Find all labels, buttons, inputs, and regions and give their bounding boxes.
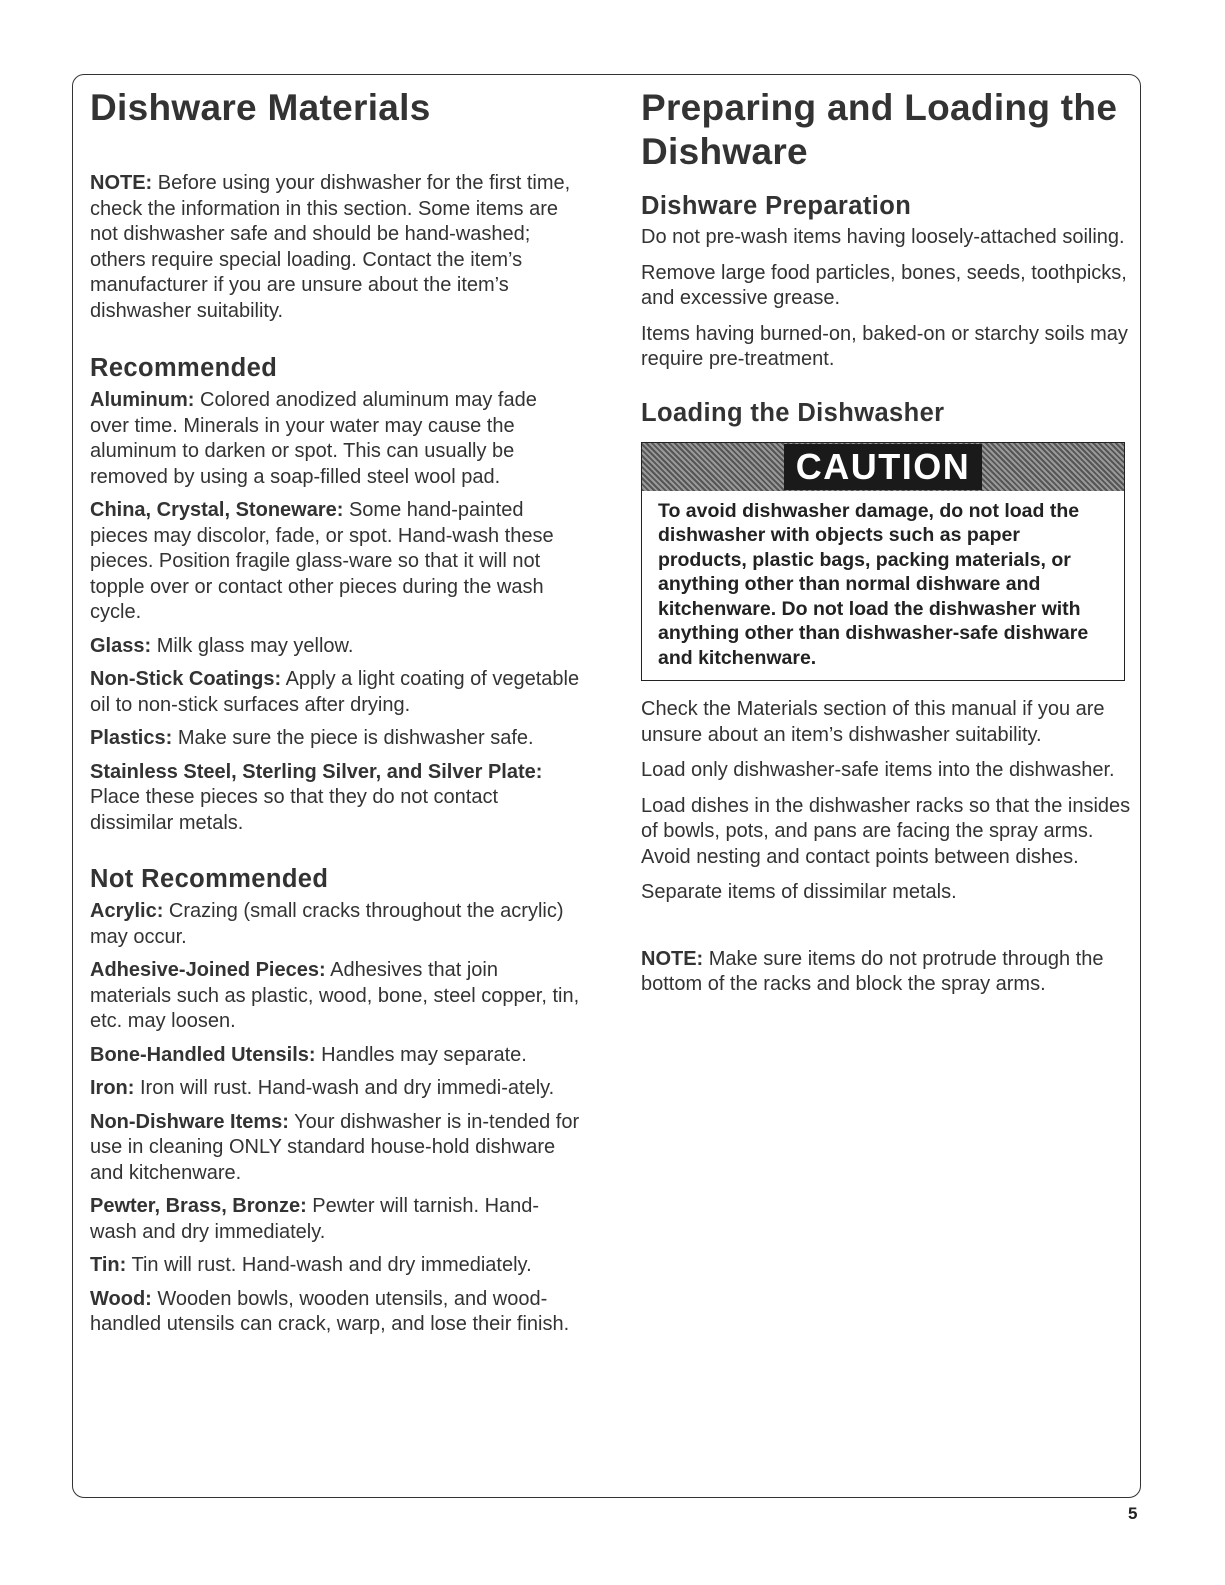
not-recommended-heading: Not Recommended — [90, 865, 329, 893]
caution-box — [641, 442, 1125, 682]
dishware-materials-title: Dishware Materials — [90, 87, 431, 128]
not-recommended-item-tin: Tin: Tin will rust. Hand-wash and dry immediately. — [90, 1254, 532, 1276]
not-recommended-item-acrylic: Acrylic: Crazing (small cracks throughout the acrylic) may occur. — [90, 900, 564, 948]
right-column — [641, 86, 1131, 998]
left-column — [90, 86, 580, 1338]
recommended-item-plastics: Plastics: Make sure the piece is dishwasher safe. — [90, 727, 534, 749]
preparation-paragraph: Items having burned-on, baked-on or starchy soils may require pre-treatment. — [641, 322, 1128, 370]
intro-note: NOTE: Before using your dishwasher for the first time, check the information in this section. Some items are not dishwasher safe and should be hand-washed; others require special loading. Contact the item’s manufacturer if you are unsure about the item’s dishwasher suitability. — [90, 172, 571, 322]
recommended-item-china: China, Crystal, Stoneware: Some hand-painted pieces may discolor, fade, or spot. Hand-wash these pieces. Position fragile glass-ware so that it will not topple over or contact other pieces during the wash cycle. — [90, 499, 554, 623]
dishware-preparation-heading: Dishware Preparation — [641, 192, 912, 220]
caution-banner — [642, 443, 1124, 491]
recommended-heading: Recommended — [90, 354, 278, 382]
loading-paragraph: Load dishes in the dishwasher racks so that the insides of bowls, pots, and pans are facing the spray arms. Avoid nesting and contact points between dishes. — [641, 794, 1131, 868]
loading-paragraph: Separate items of dissimilar metals. — [641, 881, 957, 903]
recommended-item-glass: Glass: Milk glass may yellow. — [90, 634, 354, 657]
preparation-paragraph: Remove large food particles, bones, seeds, toothpicks, and excessive grease. — [641, 261, 1127, 309]
not-recommended-item-pewter: Pewter, Brass, Bronze: Pewter will tarnish. Hand-wash and dry immediately. — [90, 1195, 540, 1243]
recommended-item-stainless: Stainless Steel, Sterling Silver, and Silver Plate: Place these pieces so that they do not contact dissimilar metals. — [90, 760, 543, 834]
loading-paragraph: Check the Materials section of this manual if you are unsure about an item’s dishwasher suitability. — [641, 698, 1105, 746]
recommended-item-nonstick: Non-Stick Coatings: Apply a light coating of vegetable oil to non-stick surfaces after drying. — [90, 668, 580, 716]
not-recommended-item-non-dishware: Non-Dishware Items: Your dishwasher is in-tended for use in cleaning ONLY standard house-hold dishware and kitchenware. — [90, 1110, 580, 1184]
not-recommended-item-bone: Bone-Handled Utensils: Handles may separate. — [90, 1043, 527, 1066]
preparation-paragraph: Do not pre-wash items having loosely-attached soiling. — [641, 226, 1125, 248]
caution-text: To avoid dishwasher damage, do not load the dishwasher with objects such as paper products, plastic bags, packing materials, or anything other than normal dishware and kitchenware. Do not load the dishwasher with anything other than dishwasher-safe dishware and kitchenware. — [658, 499, 1089, 669]
loading-paragraph: Load only dishwasher-safe items into the dishwasher. — [641, 759, 1115, 781]
preparing-loading-title: Preparing and Loading the Dishware — [641, 87, 1118, 172]
loading-note: NOTE: Make sure items do not protrude through the bottom of the racks and block the spray arms. — [641, 947, 1104, 995]
page-number: 5 — [1128, 1504, 1138, 1523]
caution-label: CAUTION — [784, 444, 983, 490]
not-recommended-item-wood: Wood: Wooden bowls, wooden utensils, and wood-handled utensils can crack, warp, and lose their finish. — [90, 1287, 570, 1335]
recommended-item-aluminum: Aluminum: Colored anodized aluminum may fade over time. Minerals in your water may cause the aluminum to darken or spot. This can usually be removed by using a soap-filled steel wool pad. — [90, 389, 537, 488]
not-recommended-item-adhesive: Adhesive-Joined Pieces: Adhesives that join materials such as plastic, wood, bone, steel copper, tin, etc. may loosen. — [90, 959, 580, 1032]
not-recommended-item-iron: Iron: Iron will rust. Hand-wash and dry immedi-ately. — [90, 1077, 555, 1099]
loading-heading: Loading the Dishwasher — [641, 398, 945, 427]
